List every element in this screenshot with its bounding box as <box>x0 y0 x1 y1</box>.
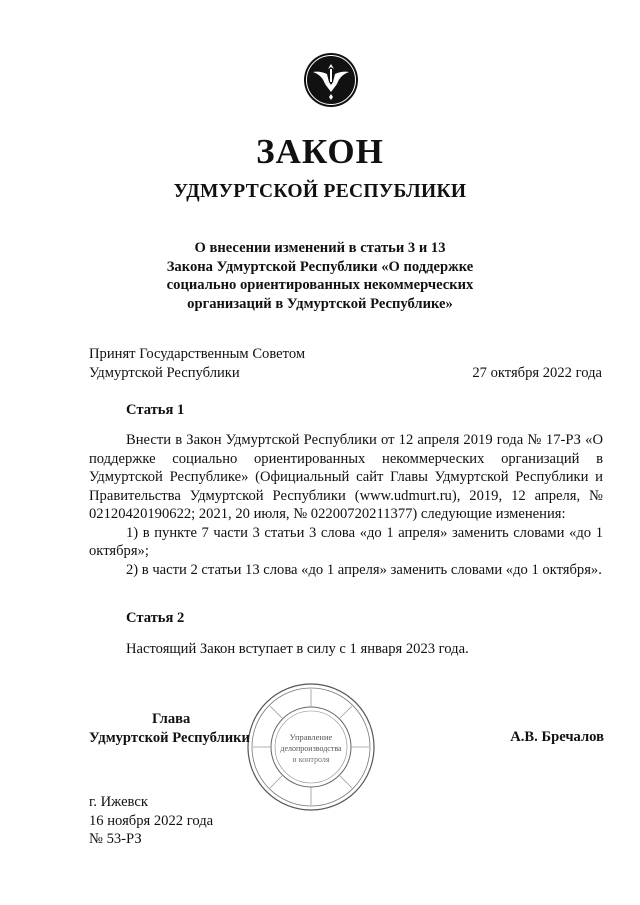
law-name-line: организаций в Удмуртской Республике» <box>187 295 453 312</box>
seal-text: делопроизводства <box>280 744 342 753</box>
document-title: ЗАКОН <box>256 132 384 171</box>
article-1-paragraph: Внести в Закон Удмуртской Республики от 12 апреля 2019 года № 17-РЗ «О поддержке социально ориентированных некоммерческих организаций в Удмуртской Республике» (Официальный сайт Главы Удмуртской Республики и Правительства Удмуртской Республики (www.udmurt.ru), 2019, 12 апреля, № 02120420190622; 2021, 20 июля, № 02200720211377) следующие изменения: <box>89 432 603 522</box>
law-name <box>150 239 490 313</box>
article-1-paragraph: 2) в части 2 статьи 13 слова «до 1 апреля» заменить словами «до 1 октября». <box>126 561 602 578</box>
signatory-name: А.В. Бречалов <box>510 728 604 745</box>
adoption-line: Принят Государственным Советом <box>89 346 306 362</box>
document-footer <box>89 793 213 849</box>
footer-date: 16 ноября 2022 года <box>89 812 214 829</box>
article-2-body <box>89 640 603 659</box>
adoption-date: 27 октября 2022 года <box>472 364 602 381</box>
law-name-line: О внесении изменений в статьи 3 и 13 <box>194 240 446 256</box>
footer-number: № 53-РЗ <box>89 831 142 847</box>
article-2-heading: Статья 2 <box>126 610 185 626</box>
law-name-line: Закона Удмуртской Республики «О поддержке <box>166 258 474 275</box>
signatory-position <box>89 710 250 747</box>
footer-city: г. Ижевск <box>89 794 148 810</box>
signatory-position-line: Глава <box>152 711 191 727</box>
article-1-heading: Статья 1 <box>126 402 185 418</box>
adoption-line: Удмуртской Республики <box>89 364 240 381</box>
signatory-position-line: Удмуртской Республики <box>89 729 250 746</box>
law-name-line: социально ориентированных некоммерческих <box>166 277 474 293</box>
udmurt-emblem-icon <box>303 52 359 108</box>
article-2-paragraph: Настоящий Закон вступает в силу с 1 января 2023 года. <box>126 641 469 657</box>
document-subtitle: УДМУРТСКОЙ РЕСПУБЛИКИ <box>173 181 467 202</box>
seal-text: и контроля <box>292 755 330 764</box>
seal-text: Управление <box>289 732 333 742</box>
article-1-body <box>89 431 603 579</box>
official-seal-icon <box>244 680 378 814</box>
adoption-info <box>89 345 305 382</box>
article-1-paragraph: 1) в пункте 7 части 3 статьи 3 слова «до 1 апреля» заменить словами «до 1 октября»; <box>89 524 603 559</box>
